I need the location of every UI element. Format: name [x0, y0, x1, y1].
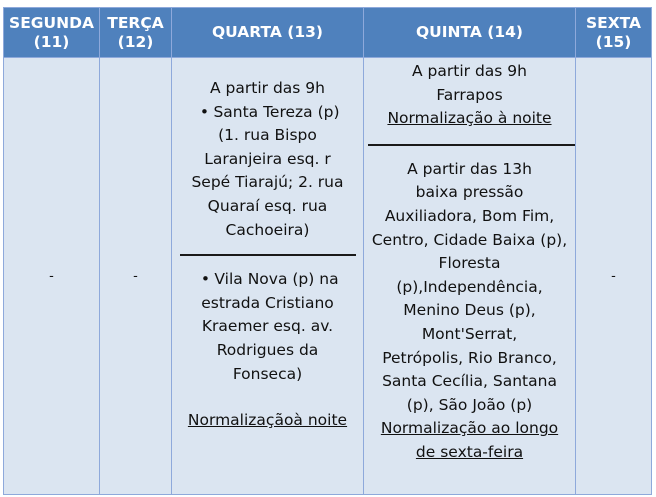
quinta-block2-line: Auxiliadora, Bom Fim, [384, 206, 555, 225]
header-sexta-day: SEXTA [585, 13, 642, 32]
cell-quarta [172, 58, 364, 495]
quinta-block2-line: Petrópolis, Rio Branco, [382, 348, 557, 367]
quarta-item2-line: Fonseca) [232, 364, 303, 383]
quarta-divider [180, 254, 356, 256]
header-segunda-num: (11) [33, 32, 70, 51]
quarta-item1-first [176, 101, 359, 125]
quarta-item1-line: (1. rua Bispo [218, 126, 317, 145]
quinta-block2-line: (p), São João (p) [406, 395, 533, 414]
sexta-value: - [611, 268, 616, 284]
content-row [4, 58, 652, 495]
header-quinta-day: QUINTA (14) [415, 23, 523, 41]
quinta-block2-line: Menino Deus (p), [403, 301, 536, 320]
quinta-block2-line: (p),Independência, [396, 277, 543, 296]
bullet-icon: • [199, 102, 210, 121]
terca-value: - [133, 268, 138, 284]
header-quinta [364, 8, 576, 58]
header-terca-day: TERÇA [107, 13, 164, 32]
header-sexta [576, 8, 652, 58]
quarta-item1-line: Cachoeira) [225, 220, 310, 239]
quinta-block1-time: A partir das 9h [412, 62, 527, 80]
header-segunda [4, 8, 100, 58]
quinta-block2-normalization: Normalização ao longo [380, 419, 559, 438]
quarta-item2-line: Rodrigues da [216, 340, 319, 359]
cell-terca [100, 58, 172, 495]
quinta-block1-normalization: Normalização à noite [387, 109, 552, 128]
schedule-table-wrapper [3, 7, 651, 495]
header-quarta-day: QUARTA (13) [211, 23, 324, 41]
header-sexta-num: (15) [595, 32, 632, 51]
cell-sexta [576, 58, 652, 495]
quinta-block2-line: Floresta [438, 254, 501, 273]
quarta-item1-line: Sepé Tiarajú; 2. rua [191, 173, 344, 192]
quarta-spacer [176, 386, 359, 409]
header-row [4, 8, 652, 58]
cell-quinta [364, 58, 576, 495]
quarta-normalization: Normalizaçãoà noite [187, 411, 348, 430]
quarta-item1-line: Santa Tereza (p) [213, 102, 340, 121]
quinta-block1-area: Farrapos [436, 85, 503, 104]
header-terca-num: (12) [117, 32, 154, 51]
quarta-item2-first [176, 268, 359, 292]
header-quarta [172, 8, 364, 58]
header-terca [100, 8, 172, 58]
schedule-table [3, 7, 652, 495]
segunda-value: - [49, 268, 54, 284]
quinta-block2-line: Santa Cecília, Santana [382, 372, 557, 391]
quarta-item1-line: Laranjeira esq. r [204, 149, 331, 168]
quarta-item2-line: estrada Cristiano [201, 293, 334, 312]
cell-segunda [4, 58, 100, 495]
quarta-time: A partir das 9h [210, 79, 325, 97]
quinta-block2-normalization: de sexta-feira [415, 442, 524, 461]
header-segunda-day: SEGUNDA [9, 13, 94, 32]
quinta-block2-line: baixa pressão [415, 183, 524, 202]
quarta-item2-line: Kraemer esq. av. [201, 317, 334, 336]
quinta-divider [368, 144, 576, 146]
quarta-item2-line: Vila Nova (p) na [214, 270, 339, 289]
quinta-block2-line: Centro, Cidade Baixa (p), [371, 230, 568, 249]
quarta-item1-line: Quaraí esq. rua [207, 196, 328, 215]
quinta-block2-line: Mont'Serrat, [421, 324, 518, 343]
bullet-icon: • [200, 270, 210, 289]
quinta-block2-time: A partir das 13h [407, 159, 532, 178]
